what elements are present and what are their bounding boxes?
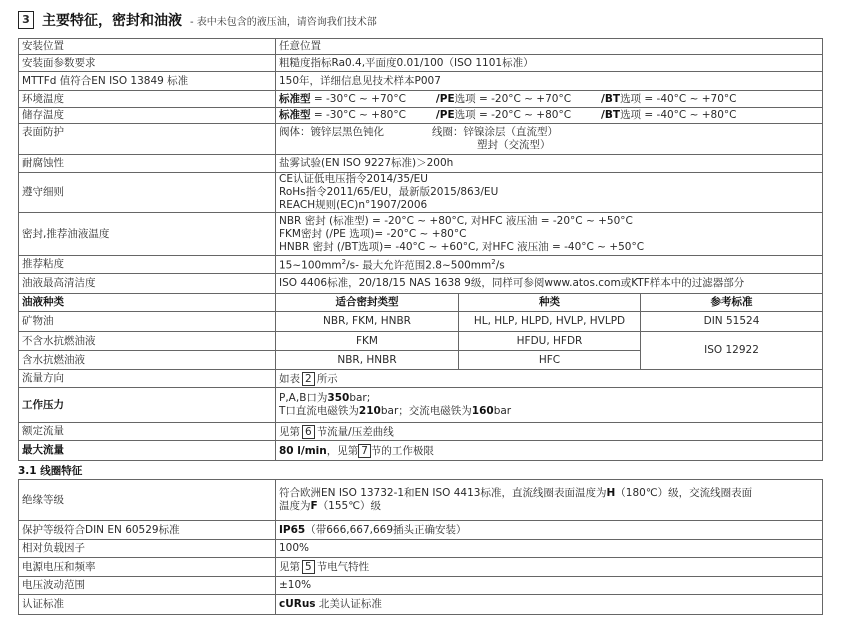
table-row	[19, 256, 823, 274]
row-value: 盐雾试验(EN ISO 9227标准)＞200h	[276, 155, 823, 173]
table-row	[19, 441, 823, 461]
std-label: 标准型	[279, 92, 311, 105]
bt-label: /BT	[601, 92, 621, 105]
row-label: 电压波动范围	[19, 577, 276, 595]
row-value: 任意位置	[276, 39, 823, 55]
header-cell: 油液种类	[19, 294, 276, 312]
header-cell: 种类	[459, 294, 641, 312]
section-number: 3	[18, 11, 34, 29]
directive-line: REACH规则(EC)n°1907/2006	[279, 199, 428, 211]
bt-label: /BT	[601, 109, 621, 121]
fluid-row	[19, 312, 823, 332]
row-label: 耐腐蚀性	[19, 155, 276, 173]
pressure-line: P,A,B口为350bar;	[279, 392, 371, 404]
fluid-seals: NBR, HNBR	[276, 351, 459, 370]
coil-protection-ac: 塑封（交流型）	[477, 139, 551, 151]
row-value: 粗糙度指标Ra0.4,平面度0.01/100（ISO 1101标准）	[276, 55, 823, 72]
fluid-class: HL, HLP, HLPD, HVLP, HVLPD	[459, 312, 641, 332]
table-row	[19, 480, 823, 521]
row-value	[276, 173, 823, 213]
superscript: 2	[341, 258, 347, 267]
main-spec-table	[18, 38, 823, 461]
section-reference: 7	[358, 444, 371, 458]
std-value: = -30°C ~ +70°C	[310, 92, 406, 105]
text: 节流量/压差曲线	[316, 425, 394, 438]
table-row	[19, 577, 823, 595]
directive-line: RoHs指令2011/65/EU，最新版2015/863/EU	[279, 186, 499, 198]
pe-value: 选项 = -20°C ~ +80°C	[454, 109, 572, 121]
table-reference: 2	[302, 372, 315, 386]
row-value	[276, 423, 823, 441]
pressure-line: T口直流电磁铁为210bar；交流电磁铁为160bar	[279, 405, 512, 417]
table-row	[19, 173, 823, 213]
table-row	[19, 108, 823, 124]
section-heading	[18, 10, 377, 30]
subsection-title: 3.1 线圈特征	[18, 465, 83, 477]
row-label: 表面防护	[19, 124, 276, 155]
superscript: 2	[491, 258, 496, 267]
row-value	[276, 388, 823, 423]
table-row	[19, 521, 823, 540]
section-subtitle: - 表中未包含的液压油，请咨询我们技术部	[190, 16, 377, 28]
row-label: 密封,推荐油液温度	[19, 213, 276, 256]
directive-line: CE认证低电压指令2014/35/EU	[279, 173, 428, 185]
fluid-standard: DIN 51524	[641, 312, 823, 332]
table-row	[19, 423, 823, 441]
row-value	[276, 370, 823, 388]
row-value: 150年，详细信息见技术样本P007	[276, 72, 823, 91]
table-row	[19, 124, 823, 155]
viscosity-text: /s	[495, 259, 505, 272]
row-value: ISO 4406标准，20/18/15 NAS 1638 9级，同样可参阅www.atos.com或KTF样本中的过滤器部分	[276, 274, 823, 294]
bt-value: 选项 = -40°C ~ +80°C	[620, 109, 737, 121]
row-label: 流量方向	[19, 370, 276, 388]
row-value: cURus 北美认证标准	[276, 595, 823, 615]
row-value: 见第 5 节电气特性	[276, 558, 823, 577]
row-value: IP65（带666,667,669插头正确安装）	[276, 521, 823, 540]
body-protection: 阀体：镀锌层黑色钝化	[279, 126, 384, 138]
pe-value: 选项 = -20°C ~ +70°C	[454, 92, 572, 105]
std-label: 标准型	[279, 109, 311, 121]
table-row	[19, 55, 823, 72]
text: 所示	[316, 372, 338, 385]
row-label: 遵守细则	[19, 173, 276, 213]
coil-protection: 线圈：锌镍涂层（直流型）	[432, 126, 558, 138]
coil-spec-table	[18, 479, 823, 615]
seal-line: FKM密封 (/PE 选项)= -20°C ~ +80°C	[279, 227, 467, 240]
row-label: 油液最高清洁度	[19, 274, 276, 294]
pe-label: /PE	[435, 109, 455, 121]
header-cell: 参考标准	[641, 294, 823, 312]
row-value	[276, 256, 823, 274]
text: 如表	[279, 372, 300, 385]
bt-value: 选项 = -40°C ~ +70°C	[620, 92, 737, 105]
row-label: 安装位置	[19, 39, 276, 55]
section-title: 主要特征，密封和油液	[42, 13, 182, 29]
row-value	[276, 213, 823, 256]
row-label: 保护等级符合DIN EN 60529标准	[19, 521, 276, 540]
row-value	[276, 124, 823, 155]
row-label: 电源电压和频率	[19, 558, 276, 577]
row-label: 储存温度	[19, 108, 276, 124]
table-row	[19, 39, 823, 55]
table-row	[19, 155, 823, 173]
table-row	[19, 558, 823, 577]
fluid-type: 含水抗燃油液	[19, 351, 276, 370]
seal-line: HNBR 密封 (/BT选项)= -40°C ~ +60°C, 对HFC 液压油 = -40°C ~ +50°C	[279, 240, 645, 253]
row-value: 80 l/min，见第 7 节的工作极限	[276, 441, 823, 461]
row-value: ±10%	[276, 577, 823, 595]
row-label: MTTFd 值符合EN ISO 13849 标准	[19, 72, 276, 91]
section-reference: 6	[302, 425, 315, 439]
section-reference: 5	[302, 560, 315, 574]
fluid-class: HFC	[459, 351, 641, 370]
fluid-standard: ISO 12922	[641, 332, 823, 370]
header-cell: 适合密封类型	[276, 294, 459, 312]
fluid-row	[19, 332, 823, 351]
row-label: 绝缘等级	[19, 480, 276, 521]
std-value: = -30°C ~ +80°C	[310, 109, 406, 121]
table-row	[19, 213, 823, 256]
fluid-type: 矿物油	[19, 312, 276, 332]
row-label: 最大流量	[19, 441, 276, 461]
seal-line: NBR 密封 (标准型) = -20°C ~ +80°C, 对HFC 液压油 = -20°C ~ +50°C	[279, 214, 633, 227]
table-row	[19, 540, 823, 558]
row-value: 符合欧洲EN ISO 13732-1和EN ISO 4413标准，直流线圈表面温度为H（180℃）级，交流线圈表面 温度为F（155℃）级	[276, 480, 823, 521]
row-label: 环境温度	[19, 91, 276, 108]
row-value	[276, 91, 823, 108]
viscosity-text: /s- 最大允许范围2.8~500mm	[346, 259, 492, 272]
fluid-header-row	[19, 294, 823, 312]
viscosity-text: 15~100mm	[279, 259, 342, 272]
row-value: 100%	[276, 540, 823, 558]
row-label: 工作压力	[19, 388, 276, 423]
table-row	[19, 370, 823, 388]
pe-label: /PE	[435, 92, 455, 105]
fluid-type: 不含水抗燃油液	[19, 332, 276, 351]
row-value	[276, 108, 823, 124]
table-row	[19, 274, 823, 294]
fluid-seals: FKM	[276, 332, 459, 351]
fluid-seals: NBR, FKM, HNBR	[276, 312, 459, 332]
table-row	[19, 72, 823, 91]
row-label: 相对负载因子	[19, 540, 276, 558]
row-label: 安装面参数要求	[19, 55, 276, 72]
text: 见第	[279, 425, 300, 438]
row-label: 额定流量	[19, 423, 276, 441]
table-row	[19, 595, 823, 615]
row-label: 推荐粘度	[19, 256, 276, 274]
fluid-class: HFDU, HFDR	[459, 332, 641, 351]
row-label: 认证标准	[19, 595, 276, 615]
table-row	[19, 91, 823, 108]
table-row	[19, 388, 823, 423]
